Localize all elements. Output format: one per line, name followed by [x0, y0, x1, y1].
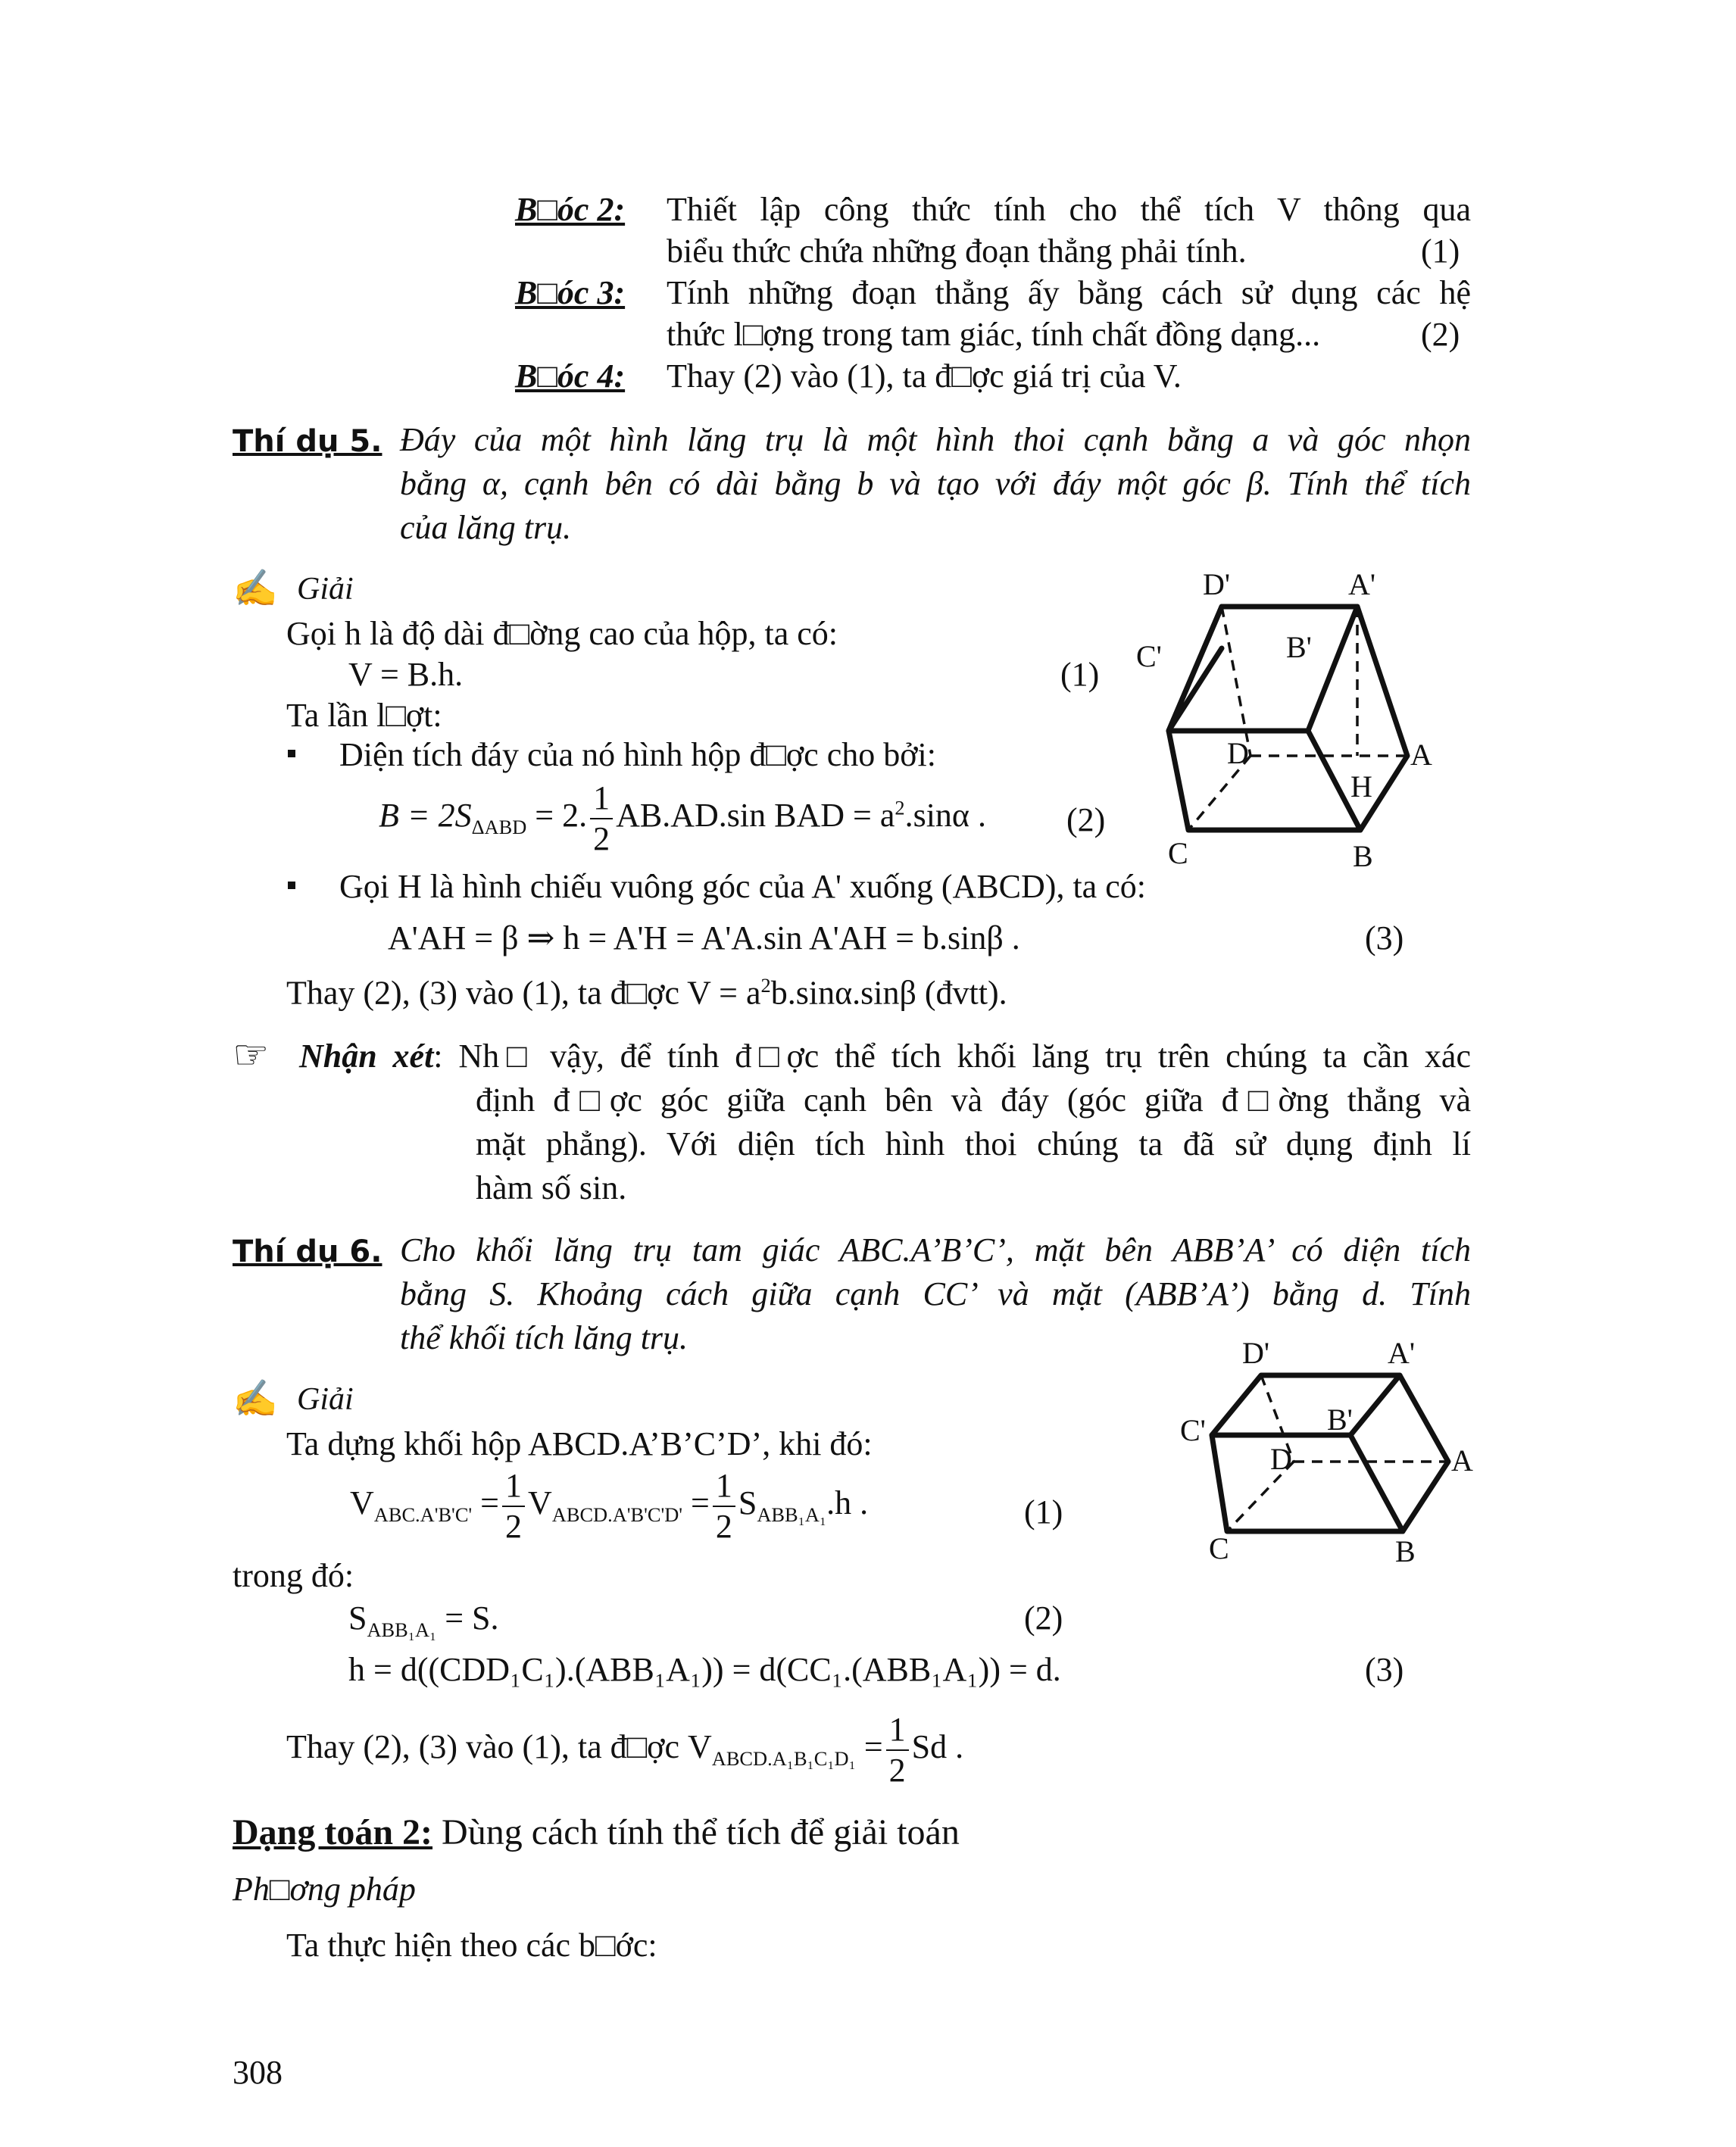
bullet-2 [288, 882, 295, 889]
step-3-line2: thức l□ợng trong tam giác, tính chất đồng dạng... [667, 316, 1321, 353]
formula-area-tag: (2) [1066, 801, 1106, 838]
remark-line3: mặt phẳng). Với diện tích hình thoi chúng ta đã sử dụng định lí [476, 1125, 1471, 1162]
fa-num2: 1 [713, 1469, 735, 1507]
formula-distance-tag: (3) [1365, 1651, 1404, 1688]
fig2-edge-bb [1350, 1375, 1400, 1435]
f1-part-d: .sinα . [904, 797, 986, 835]
fig1-label-c: C [1168, 836, 1188, 870]
fa-den1: 2 [505, 1508, 522, 1545]
example-6-line3: thể khối tích lăng trụ. [400, 1319, 688, 1356]
prism-figure-1 [1121, 560, 1439, 878]
f1-num: 1 [590, 782, 613, 819]
fig1-edge-bb [1308, 607, 1357, 731]
f1-sub: ΔABD [471, 815, 527, 838]
f1-den: 2 [593, 820, 610, 857]
f1-part-a: B = 2S [379, 797, 472, 835]
solution-5-result [286, 974, 1007, 1013]
fig2-label-c1: C' [1180, 1413, 1206, 1447]
prism-figure-2 [1151, 1325, 1473, 1651]
fa-end: .h . [826, 1484, 869, 1522]
step-2-line1: Thiết lập công thức tính cho thể tích V thông qua [667, 191, 1471, 228]
result6-num: 1 [886, 1713, 909, 1751]
formula-distance: h = d((CDD₁C₁).(ABB₁A₁)) = d(CC₁.(ABB₁A₁)) = d. [348, 1651, 1061, 1688]
fa-v: V [350, 1484, 374, 1522]
fa-fraction2 [713, 1469, 735, 1543]
fig1-label-d: D [1227, 736, 1249, 770]
formula-area [379, 779, 986, 857]
solution-5-formula1-tag: (1) [1060, 656, 1100, 693]
fa-fraction1 [502, 1469, 525, 1543]
result-part-b: b.sinα.sinβ (đvtt). [770, 974, 1007, 1012]
remark-line2: định đ□ợc góc giữa cạnh bên và đáy (góc giữa đ□ờng thẳng và [476, 1081, 1471, 1119]
result6-text: Thay (2), (3) vào (1), ta đ□ợc [286, 1728, 679, 1766]
remark-text1: : Nh□ vậy, để tính đ□ợc thể tích khối lăng trụ trên chúng ta cần xác [433, 1038, 1471, 1075]
bullet-2-text: Gọi H là hình chiếu vuông góc của A' xuống (ABCD), ta có: [339, 868, 1146, 905]
formula-area-s-tag: (2) [1024, 1599, 1063, 1637]
solution-5-formula1: V = B.h. [348, 656, 464, 693]
fb-sub: ABB₁A₁ [367, 1618, 437, 1641]
fa-eq2: = [682, 1484, 710, 1522]
fig2-label-d1: D' [1242, 1336, 1270, 1370]
formula-height: A'AH = β ⇒ h = A'H = A'A.sin A'AH = b.sinβ . [388, 919, 1020, 956]
step-3-tag: (2) [1421, 316, 1460, 353]
formula-volume [350, 1469, 868, 1543]
fig2-label-b1: B' [1327, 1403, 1353, 1437]
section-heading-line [233, 1812, 960, 1853]
result6-end: Sd . [911, 1728, 964, 1766]
result6-fraction [886, 1713, 909, 1787]
bullet-1 [288, 750, 295, 757]
example-5-line1: Đáy của một hình lăng trụ là một hình thoi cạnh bằng a và góc nhọn [400, 421, 1471, 458]
section-title: Dùng cách tính thể tích để giải toán [442, 1812, 960, 1852]
fa-num1: 1 [502, 1469, 525, 1507]
fa-sub3: ABB₁A₁ [757, 1503, 827, 1526]
solution-5-title: Giải [297, 572, 354, 607]
result-sup: 2 [760, 974, 771, 997]
result6-v: V [687, 1728, 712, 1766]
fig2-label-b: B [1395, 1534, 1416, 1568]
fig2-label-a1: A' [1388, 1336, 1416, 1370]
solution-6-title: Giải [297, 1382, 354, 1417]
solution-5-text2: Ta lần l□ợt: [286, 697, 442, 734]
formula-volume-tag: (1) [1024, 1493, 1063, 1531]
step-2-label: B□óc 2: [515, 191, 626, 228]
method-steps-intro: Ta thực hiện theo các b□ớc: [286, 1927, 657, 1964]
example-5-line2: bằng α, cạnh bên có dài bằng b và tạo với đáy một góc β. Tính thể tích [400, 465, 1471, 502]
remark-line4: hàm số sin. [476, 1169, 627, 1206]
f1-sup: 2 [895, 796, 905, 819]
formula-height-tag: (3) [1365, 919, 1404, 956]
solution-6-text2: trong đó: [233, 1557, 354, 1594]
fig1-label-d1: D' [1203, 567, 1231, 601]
result6-den: 2 [888, 1752, 906, 1789]
result6-eq: = [855, 1728, 883, 1766]
step-4-label: B□óc 4: [515, 357, 626, 395]
fig1-label-a: A [1410, 738, 1432, 772]
fa-sub1: ABC.A'B'C' [373, 1503, 473, 1526]
example-6-line2: bằng S. Khoảng cách giữa cạnh CC’ và mặt (ABB’A’) bằng d. Tính [400, 1275, 1471, 1312]
step-2-line2: biểu thức chứa những đoạn thẳng phải tính. [667, 232, 1247, 270]
example-6-label: Thí dụ 6. [233, 1234, 382, 1269]
remark-line1 [299, 1038, 1471, 1076]
fig1-label-h: H [1350, 769, 1372, 804]
result-part-a: Thay (2), (3) vào (1), ta đ□ợc V = a [286, 974, 761, 1012]
fig1-label-b: B [1353, 839, 1373, 873]
method-heading: Ph□ơng pháp [233, 1871, 416, 1908]
pen-icon: ✍ [233, 569, 278, 609]
fb-end: = S. [436, 1599, 499, 1637]
step-3-label: B□óc 3: [515, 274, 626, 311]
fb-s: S [348, 1599, 367, 1637]
section-label: Dạng toán 2: [233, 1812, 433, 1852]
fig1-front-top [1169, 731, 1360, 830]
example-5-line3: của lăng trụ. [400, 509, 572, 546]
solution-6-result [286, 1713, 963, 1787]
fig1-label-a1: A' [1348, 567, 1376, 601]
fig2-label-c: C [1209, 1531, 1229, 1565]
f1-part-c: AB.AD.sin BAD = a [616, 797, 895, 835]
pointing-hand-icon: ☞ [233, 1032, 270, 1078]
f1-fraction [590, 779, 613, 857]
fa-sub2: ABCD.A'B'C'D' [551, 1503, 683, 1526]
remark-label: Nhận xét [299, 1038, 434, 1075]
bullet-1-text: Diện tích đáy của nó hình hộp đ□ợc cho bởi: [339, 736, 936, 773]
fig2-label-d: D [1270, 1442, 1292, 1476]
step-2-tag: (1) [1421, 232, 1460, 270]
step-4-line1: Thay (2) vào (1), ta đ□ợc giá trị của V. [667, 357, 1182, 395]
page-number: 308 [233, 2054, 283, 2091]
step-3-line1: Tính những đoạn thẳng ấy bằng cách sử dụng các hệ [667, 274, 1471, 311]
fa-eq: = [472, 1484, 499, 1522]
solution-6-text1: Ta dựng khối hộp ABCD.A’B’C’D’, khi đó: [286, 1425, 873, 1462]
example-6-line1: Cho khối lăng trụ tam giác ABC.A’B’C’, mặt bên ABB’A’ có diện tích [400, 1231, 1471, 1269]
result6-sub: ABCD.A₁B₁C₁D₁ [711, 1746, 856, 1770]
fig1-edge-dc [1169, 607, 1222, 731]
pen-icon-2: ✍ [233, 1379, 278, 1419]
fig2-label-a: A [1451, 1443, 1473, 1478]
solution-5-text1: Gọi h là độ dài đ□ờng cao của hộp, ta có: [286, 615, 838, 652]
fa-s: S [738, 1484, 757, 1522]
fa-v2: V [528, 1484, 552, 1522]
fa-den2: 2 [715, 1508, 732, 1545]
example-5-label: Thí dụ 5. [233, 424, 382, 459]
f1-part-b: = 2. [526, 797, 588, 835]
fig2-outline [1212, 1375, 1448, 1531]
formula-area-s [348, 1599, 499, 1641]
fig1-label-b1: B' [1286, 630, 1312, 664]
fig1-label-c1: C' [1136, 639, 1162, 673]
